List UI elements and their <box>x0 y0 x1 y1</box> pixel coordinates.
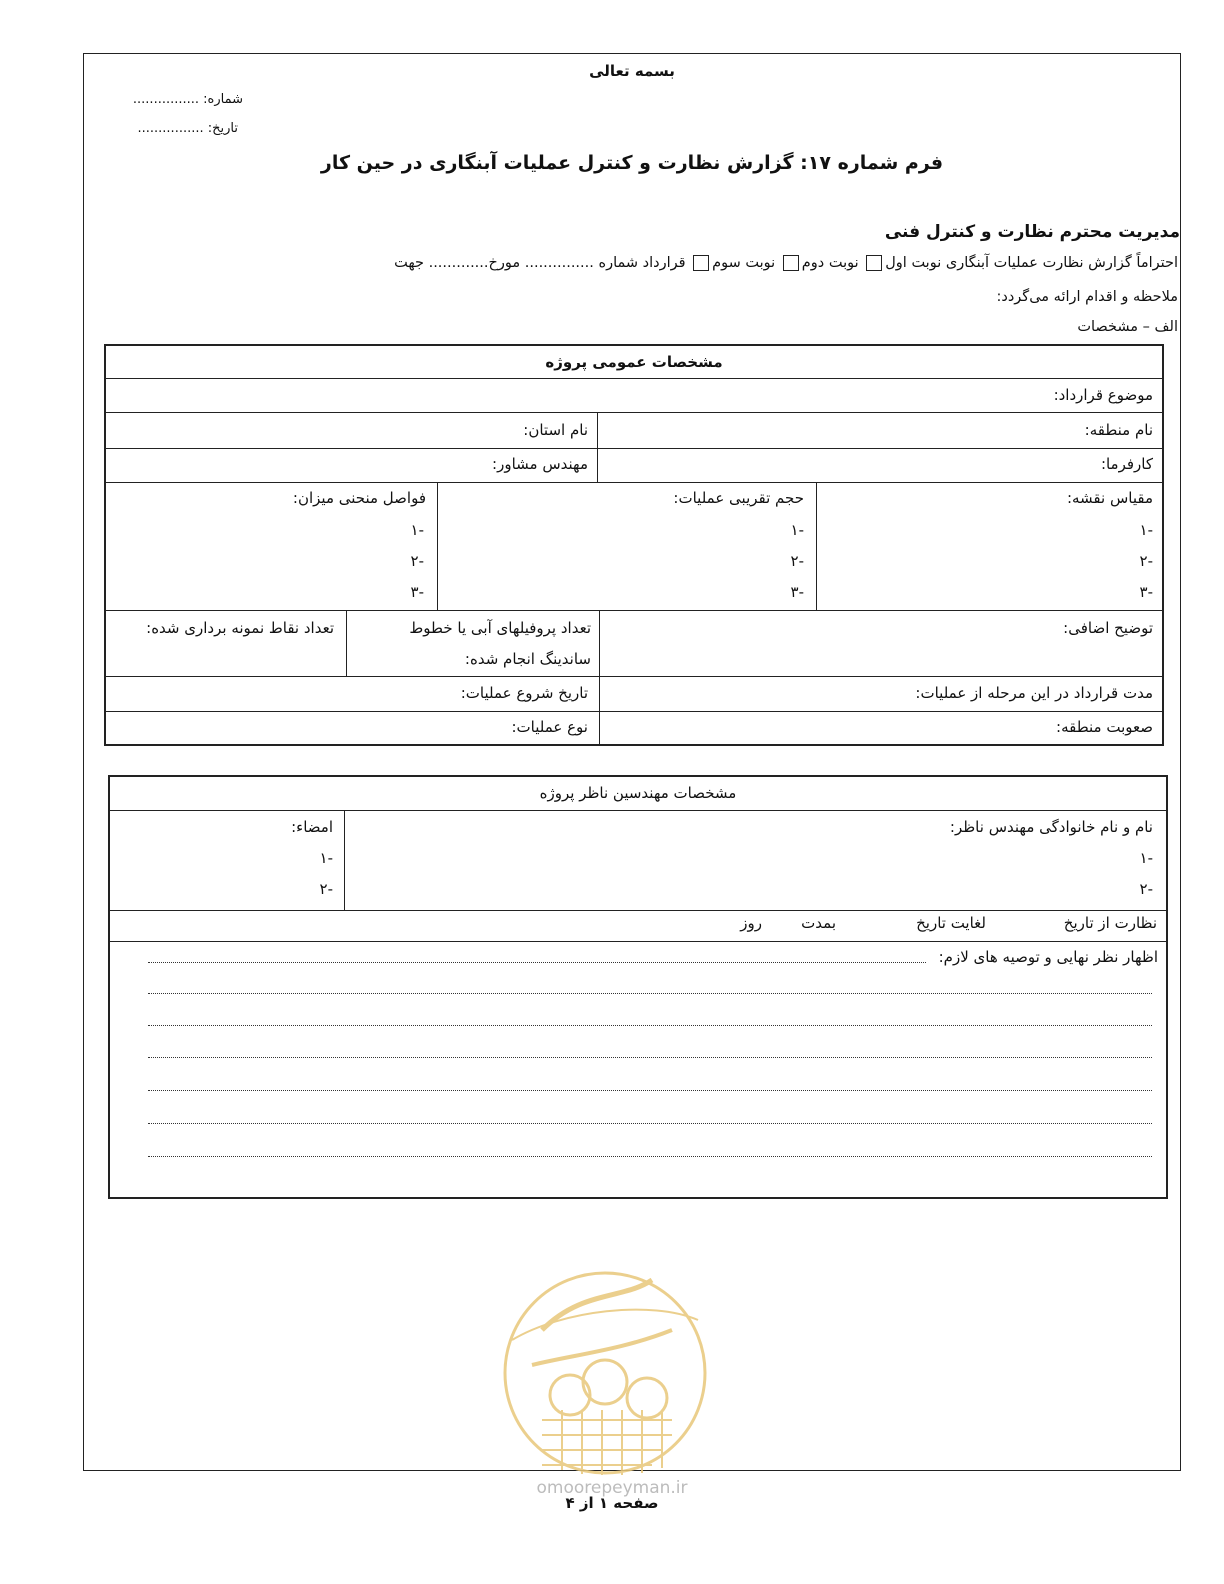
divider <box>599 610 600 676</box>
province-name-label: نام استان: <box>523 421 588 439</box>
contour-item-3: -۳ <box>410 583 424 601</box>
volume-item-2: -۲ <box>790 552 804 570</box>
shift-1-checkbox[interactable] <box>866 255 882 271</box>
engineer-name-label: نام و نام خانوادگی مهندس ناظر: <box>949 818 1153 836</box>
engineer-item-1: -۱ <box>1139 849 1153 867</box>
contract-duration-label: مدت قرارداد در این مرحله از عملیات: <box>915 684 1153 702</box>
divider <box>104 711 1164 712</box>
divider <box>816 482 817 610</box>
shift-3-checkbox[interactable] <box>693 255 709 271</box>
divider <box>108 810 1168 811</box>
map-scale-item-1: -۱ <box>1139 521 1153 539</box>
divider <box>344 810 345 910</box>
opinion-line-7[interactable] <box>148 1156 1152 1157</box>
website-watermark: omoorepeyman.ir <box>536 1478 688 1498</box>
days-label: روز <box>740 914 762 932</box>
engineers-table <box>108 775 1168 1199</box>
signature-label: امضاء: <box>291 818 333 836</box>
divider <box>597 412 598 448</box>
divider <box>104 412 1164 413</box>
project-table-header: مشخصات عمومی پروژه <box>545 353 723 371</box>
volume-item-3: -۳ <box>790 583 804 601</box>
engineer-item-2: -۲ <box>1139 880 1153 898</box>
until-date-label: لغایت تاریخ <box>916 914 986 932</box>
number-field: شماره: ................ <box>132 92 243 107</box>
section-a-label: الف – مشخصات <box>1077 319 1178 335</box>
signature-item-2: -۲ <box>319 880 333 898</box>
date-field: تاریخ: ................ <box>137 121 238 136</box>
divider <box>104 676 1164 677</box>
map-scale-item-3: -۳ <box>1139 583 1153 601</box>
extra-notes-label: توضیح اضافی: <box>1063 619 1153 637</box>
opinion-line-1[interactable] <box>148 962 926 963</box>
divider <box>108 910 1168 911</box>
operation-type-label: نوع عملیات: <box>511 718 588 736</box>
employer-label: کارفرما: <box>1100 455 1153 473</box>
basmala: بسمه تعالی <box>589 62 675 80</box>
profiles-label-line-1: تعداد پروفیلهای آبی یا خطوط <box>409 619 591 637</box>
volume-item-1: -۱ <box>790 521 804 539</box>
page-number: صفحه ۱ از ۴ <box>565 1494 659 1512</box>
supervision-from-label: نظارت از تاریخ <box>1063 914 1157 932</box>
final-opinion-label: اظهار نظر نهایی و توصیه های لازم: <box>938 948 1158 966</box>
shift-2-label: نوبت دوم <box>801 255 859 271</box>
engineers-table-header: مشخصات مهندسین ناظر پروژه <box>539 784 737 802</box>
opinion-line-2[interactable] <box>148 993 1152 994</box>
divider <box>104 378 1164 379</box>
divider <box>104 610 1164 611</box>
profiles-label-line-2: ساندینگ انجام شده: <box>464 650 591 668</box>
sample-points-label: تعداد نقاط نمونه برداری شده: <box>146 619 334 637</box>
map-scale-label: مقیاس نقشه: <box>1066 489 1153 507</box>
divider <box>108 941 1168 942</box>
consulting-engineer-label: مهندس مشاور: <box>492 455 588 473</box>
opinion-line-4[interactable] <box>148 1057 1152 1058</box>
salutation: مدیریت محترم نظارت و کنترل فنی <box>884 222 1180 242</box>
region-difficulty-label: صعوبت منطقه: <box>1056 718 1153 736</box>
intro-line-1b: قرارداد شماره ............... مورخ............. جهت <box>394 255 686 271</box>
approx-volume-label: حجم تقریبی عملیات: <box>673 489 804 507</box>
signature-item-1: -۱ <box>319 849 333 867</box>
divider <box>346 610 347 676</box>
duration-label: بمدت <box>801 914 836 932</box>
region-name-label: نام منطقه: <box>1084 421 1153 439</box>
divider <box>104 448 1164 449</box>
contour-item-1: -۱ <box>410 521 424 539</box>
shift-2-checkbox[interactable] <box>783 255 799 271</box>
intro-line-1 <box>88 255 1178 271</box>
contour-item-2: -۲ <box>410 552 424 570</box>
divider <box>104 482 1164 483</box>
divider <box>437 482 438 610</box>
stamp-seal-icon <box>502 1270 708 1476</box>
shift-3-label: نوبت سوم <box>712 255 776 271</box>
start-date-label: تاریخ شروع عملیات: <box>460 684 588 702</box>
map-scale-item-2: -۲ <box>1139 552 1153 570</box>
contract-subject-label: موضوع قرارداد: <box>1053 386 1153 404</box>
opinion-line-5[interactable] <box>148 1090 1152 1091</box>
opinion-line-3[interactable] <box>148 1025 1152 1026</box>
intro-line-1a: احتراماً گزارش نظارت عملیات آبنگاری نوبت اول <box>885 255 1178 271</box>
divider <box>597 448 598 482</box>
contour-interval-label: فواصل منحنی میزان: <box>292 489 426 507</box>
opinion-line-6[interactable] <box>148 1123 1152 1124</box>
form-title: فرم شماره ۱۷: گزارش نظارت و کنترل عملیات آبنگاری در حین کار <box>320 152 944 174</box>
intro-line-2: ملاحظه و اقدام ارائه می‌گردد: <box>996 289 1178 305</box>
